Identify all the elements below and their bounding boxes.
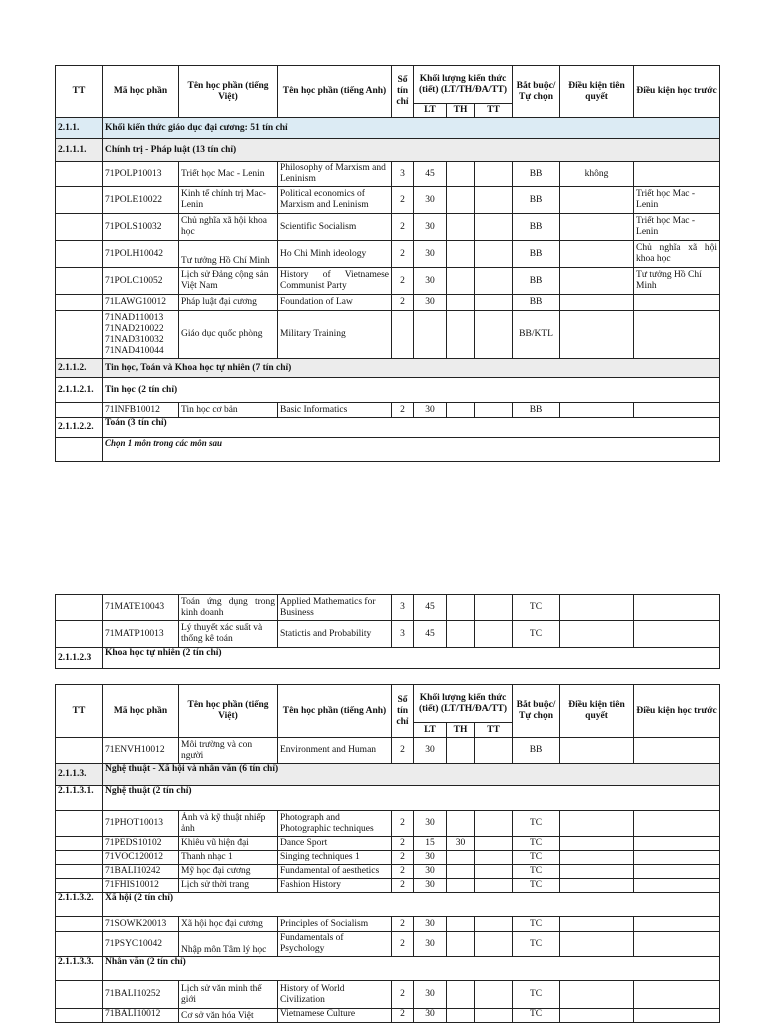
course-required: BB bbox=[513, 403, 560, 418]
course-required: TC bbox=[513, 595, 560, 621]
section-tt: 2.1.1.2.1. bbox=[56, 378, 103, 403]
course-name-en: Political economics of Marxism and Leninism bbox=[278, 187, 392, 214]
course-credits: 2 bbox=[392, 879, 414, 893]
course-code: 71MATP10013 bbox=[103, 621, 179, 648]
course-required: BB bbox=[513, 268, 560, 295]
table-row bbox=[56, 851, 720, 865]
course-code: 71BALI10252 bbox=[103, 981, 179, 1009]
header-credits: Số tín chỉ bbox=[392, 685, 414, 738]
course-name-en: Fashion History bbox=[278, 879, 392, 893]
course-name-vi: Thanh nhạc 1 bbox=[179, 851, 278, 865]
course-name-en: Foundation of Law bbox=[278, 295, 392, 311]
table-row bbox=[56, 917, 720, 932]
header-row bbox=[56, 66, 720, 104]
course-code: 71BALI10242 bbox=[103, 865, 179, 879]
course-required: BB bbox=[513, 241, 560, 268]
course-code: 71POLH10042 bbox=[103, 241, 179, 268]
course-before: Triết học Mac - Lenin bbox=[634, 214, 720, 241]
table-row bbox=[56, 981, 720, 1009]
section-tt: 2.1.1.3. bbox=[56, 764, 103, 786]
course-code: 71FHIS10012 bbox=[103, 879, 179, 893]
table-row bbox=[56, 268, 720, 295]
header-code: Mã học phần bbox=[103, 66, 179, 118]
course-th: 30 bbox=[447, 837, 475, 851]
section-row bbox=[56, 139, 720, 162]
curriculum-table-1 bbox=[55, 65, 720, 462]
course-name-en: Applied Mathematics for Business bbox=[278, 595, 392, 621]
header-name-en: Tên học phần (tiếng Anh) bbox=[278, 685, 392, 738]
course-name-vi: Toán ứng dụng trong kinh doanh bbox=[179, 595, 278, 621]
header-name-vi: Tên học phần (tiếng Việt) bbox=[179, 66, 278, 118]
course-lt: 30 bbox=[414, 932, 447, 957]
section-row bbox=[56, 764, 720, 786]
section-row bbox=[56, 893, 720, 917]
course-name-vi: Triết học Mac - Lenin bbox=[179, 162, 278, 187]
course-before: Chủ nghĩa xã hội khoa học bbox=[634, 241, 720, 268]
course-name-en: History of Vietnamese Communist Party bbox=[278, 268, 392, 295]
header-lt: LT bbox=[414, 104, 447, 118]
course-credits: 2 bbox=[392, 837, 414, 851]
course-name-vi: Chủ nghĩa xã hội khoa học bbox=[179, 214, 278, 241]
table-row bbox=[56, 403, 720, 418]
section-title: Tin học (2 tín chỉ) bbox=[103, 378, 720, 403]
section-row bbox=[56, 378, 720, 403]
course-credits: 2 bbox=[392, 851, 414, 865]
course-lt: 30 bbox=[414, 214, 447, 241]
course-credits: 2 bbox=[392, 917, 414, 932]
curriculum-table-2 bbox=[55, 594, 720, 669]
table-row bbox=[56, 295, 720, 311]
course-credits: 3 bbox=[392, 595, 414, 621]
section-tt: 2.1.1.2. bbox=[56, 359, 103, 378]
course-codes bbox=[103, 311, 179, 359]
section-title: Khối kiến thức giáo dục đại cương: 51 tín chỉ bbox=[103, 118, 720, 139]
header-tt: TT bbox=[56, 685, 103, 738]
course-lt: 30 bbox=[414, 295, 447, 311]
course-code: 71MATE10043 bbox=[103, 595, 179, 621]
course-code: 71NAD210022 bbox=[105, 323, 164, 334]
course-name-vi: Lịch sử Đảng cộng sản Việt Nam bbox=[179, 268, 278, 295]
course-name-vi: Xã hội học đại cương bbox=[179, 917, 278, 932]
course-name-vi: Kinh tế chính trị Mac-Lenin bbox=[179, 187, 278, 214]
course-name-en: Dance Sport bbox=[278, 837, 392, 851]
course-required: TC bbox=[513, 1009, 560, 1023]
course-credits: 2 bbox=[392, 268, 414, 295]
course-code: 71POLC10052 bbox=[103, 268, 179, 295]
course-th bbox=[447, 811, 475, 837]
header-workload: Khối lượng kiến thức (tiết) (LT/TH/ĐA/TT) bbox=[414, 685, 513, 723]
course-required: BB bbox=[513, 162, 560, 187]
course-name-en: Fundamental of aesthetics bbox=[278, 865, 392, 879]
course-credits: 2 bbox=[392, 738, 414, 764]
course-code: 71POLS10032 bbox=[103, 214, 179, 241]
course-lt: 30 bbox=[414, 917, 447, 932]
course-th bbox=[447, 879, 475, 893]
section-tt: 2.1.1.2.2. bbox=[56, 418, 103, 438]
course-name-en: Photograph and Photographic techniques bbox=[278, 811, 392, 837]
header-before: Điều kiện học trước bbox=[634, 685, 720, 738]
course-name-en: Statictis and Probability bbox=[278, 621, 392, 648]
header-lt: LT bbox=[414, 723, 447, 738]
header-prereq: Điều kiện tiên quyết bbox=[560, 685, 634, 738]
course-code: 71SOWK20013 bbox=[103, 917, 179, 932]
header-required: Bắt buộc/ Tự chọn bbox=[513, 685, 560, 738]
course-required: TC bbox=[513, 621, 560, 648]
section-title: Xã hội (2 tín chỉ) bbox=[103, 893, 720, 917]
section-row bbox=[56, 648, 720, 669]
course-lt: 30 bbox=[414, 1009, 447, 1023]
course-lt: 30 bbox=[414, 879, 447, 893]
header-name-vi: Tên học phần (tiếng Việt) bbox=[179, 685, 278, 738]
section-tt: 2.1.1.2.3 bbox=[56, 648, 103, 669]
table-row bbox=[56, 738, 720, 764]
section-title: Nhân văn (2 tín chỉ) bbox=[103, 957, 720, 981]
course-name-vi: Khiêu vũ hiện đại bbox=[179, 837, 278, 851]
header-workload: Khối lượng kiến thức (tiết) (LT/TH/ĐA/TT) bbox=[414, 66, 513, 104]
course-name-en: Singing techniques 1 bbox=[278, 851, 392, 865]
course-name-vi: Pháp luật đại cương bbox=[179, 295, 278, 311]
course-name-vi: Nhập môn Tâm lý học bbox=[179, 932, 278, 957]
section-tt: 2.1.1.3.1. bbox=[56, 786, 103, 811]
course-credits: 2 bbox=[392, 981, 414, 1009]
section-title: Tin học, Toán và Khoa học tự nhiên (7 tín chỉ) bbox=[103, 359, 720, 378]
course-lt: 30 bbox=[414, 981, 447, 1009]
course-before: Triết học Mac - Lenin bbox=[634, 187, 720, 214]
course-name-vi: Lịch sử thời trang bbox=[179, 879, 278, 893]
course-lt: 30 bbox=[414, 187, 447, 214]
course-code: 71POLE10022 bbox=[103, 187, 179, 214]
course-name-vi: Mỹ học đại cương bbox=[179, 865, 278, 879]
course-required: TC bbox=[513, 837, 560, 851]
course-name-vi: Cơ sở văn hóa Việt bbox=[179, 1009, 278, 1023]
section-row bbox=[56, 418, 720, 438]
course-name-vi: Tin học cơ bản bbox=[179, 403, 278, 418]
table-row bbox=[56, 438, 720, 462]
course-required: BB bbox=[513, 187, 560, 214]
course-required: TC bbox=[513, 879, 560, 893]
course-credits: 2 bbox=[392, 403, 414, 418]
course-required: TC bbox=[513, 932, 560, 957]
course-name-en: Basic Informatics bbox=[278, 403, 392, 418]
course-lt: 45 bbox=[414, 621, 447, 648]
course-required: TC bbox=[513, 865, 560, 879]
course-lt: 30 bbox=[414, 738, 447, 764]
table-row bbox=[56, 837, 720, 851]
course-code: 71VOC120012 bbox=[103, 851, 179, 865]
table-row bbox=[56, 621, 720, 648]
course-lt: 30 bbox=[414, 241, 447, 268]
course-before: Tư tưởng Hồ Chí Minh bbox=[634, 268, 720, 295]
course-credits: 2 bbox=[392, 1009, 414, 1023]
header-credits: Số tín chỉ bbox=[392, 66, 414, 118]
header-tt2: TT bbox=[475, 104, 513, 118]
course-name-en: Philosophy of Marxism and Leninism bbox=[278, 162, 392, 187]
table-row bbox=[56, 1009, 720, 1023]
table-row bbox=[56, 865, 720, 879]
course-credits: 2 bbox=[392, 295, 414, 311]
course-code: 71POLP10013 bbox=[103, 162, 179, 187]
course-credits: 2 bbox=[392, 932, 414, 957]
section-tt: 2.1.1. bbox=[56, 118, 103, 139]
curriculum-table-3 bbox=[55, 684, 720, 1023]
table-row bbox=[56, 187, 720, 214]
course-credits: 3 bbox=[392, 162, 414, 187]
course-lt: 30 bbox=[414, 851, 447, 865]
header-code: Mã học phần bbox=[103, 685, 179, 738]
course-credits: 2 bbox=[392, 187, 414, 214]
course-th bbox=[447, 851, 475, 865]
course-name-en: Military Training bbox=[278, 311, 392, 359]
section-title: Khoa học tự nhiên (2 tín chỉ) bbox=[103, 648, 720, 669]
table-row bbox=[56, 214, 720, 241]
course-name-en: Fundamentals of Psychology bbox=[278, 932, 392, 957]
course-required: BB bbox=[513, 738, 560, 764]
course-name-en: Ho Chi Minh ideology bbox=[278, 241, 392, 268]
course-prereq: không bbox=[560, 162, 634, 187]
course-name-vi: Lịch sử văn minh thế giới bbox=[179, 981, 278, 1009]
course-credits: 2 bbox=[392, 865, 414, 879]
course-code: 71PSYC10042 bbox=[103, 932, 179, 957]
course-credits: 3 bbox=[392, 621, 414, 648]
course-code: 71LAWG10012 bbox=[103, 295, 179, 311]
course-code: 71INFB10012 bbox=[103, 403, 179, 418]
course-code: 71ENVH10012 bbox=[103, 738, 179, 764]
course-code: 71NAD310032 bbox=[105, 334, 164, 345]
course-lt: 30 bbox=[414, 865, 447, 879]
table-row bbox=[56, 595, 720, 621]
section-tt: 2.1.1.1. bbox=[56, 139, 103, 162]
table-row bbox=[56, 311, 720, 359]
course-name-en: History of World Civilization bbox=[278, 981, 392, 1009]
table-row bbox=[56, 241, 720, 268]
header-th: TH bbox=[447, 104, 475, 118]
header-tt2: TT bbox=[475, 723, 513, 738]
course-lt: 15 bbox=[414, 837, 447, 851]
header-row bbox=[56, 685, 720, 723]
course-name-en: Scientific Socialism bbox=[278, 214, 392, 241]
course-code: 71PEDS10102 bbox=[103, 837, 179, 851]
course-required: BB/KTL bbox=[513, 311, 560, 359]
course-lt: 45 bbox=[414, 162, 447, 187]
course-required: TC bbox=[513, 917, 560, 932]
section-title: Nghệ thuật (2 tín chỉ) bbox=[103, 786, 720, 811]
header-tt: TT bbox=[56, 66, 103, 118]
table-row bbox=[56, 879, 720, 893]
course-lt: 45 bbox=[414, 595, 447, 621]
course-name-vi: Môi trường và con người bbox=[179, 738, 278, 764]
course-name-en: Environment and Human bbox=[278, 738, 392, 764]
course-code: 71BALI10012 bbox=[103, 1009, 179, 1023]
section-row bbox=[56, 118, 720, 139]
header-before: Điều kiện học trước bbox=[634, 66, 720, 118]
header-name-en: Tên học phần (tiếng Anh) bbox=[278, 66, 392, 118]
course-name-en: Vietnamese Culture bbox=[278, 1009, 392, 1023]
course-required: BB bbox=[513, 295, 560, 311]
section-tt: 2.1.1.3.2. bbox=[56, 893, 103, 917]
course-code: 71NAD110013 bbox=[105, 312, 164, 323]
section-row bbox=[56, 957, 720, 981]
header-prereq: Điều kiện tiên quyết bbox=[560, 66, 634, 118]
course-code: 71PHOT10013 bbox=[103, 811, 179, 837]
course-th bbox=[447, 865, 475, 879]
course-lt: 30 bbox=[414, 268, 447, 295]
course-lt: 30 bbox=[414, 403, 447, 418]
section-row bbox=[56, 786, 720, 811]
header-required: Bắt buộc/ Tự chọn bbox=[513, 66, 560, 118]
course-name-en: Principles of Socialism bbox=[278, 917, 392, 932]
header-th: TH bbox=[447, 723, 475, 738]
course-credits: 2 bbox=[392, 811, 414, 837]
course-lt: 30 bbox=[414, 811, 447, 837]
section-row bbox=[56, 359, 720, 378]
course-code: 71NAD410044 bbox=[105, 345, 164, 356]
table-row bbox=[56, 932, 720, 957]
course-required: TC bbox=[513, 981, 560, 1009]
course-name-vi: Lý thuyết xác suất và thống kê toán bbox=[179, 621, 278, 648]
section-title: Chính trị - Pháp luật (13 tín chỉ) bbox=[103, 139, 720, 162]
section-title: Nghệ thuật - Xã hội và nhân văn (6 tín chỉ) bbox=[103, 764, 720, 786]
course-required: TC bbox=[513, 851, 560, 865]
table-row bbox=[56, 811, 720, 837]
section-title: Toán (3 tín chỉ) bbox=[103, 418, 720, 438]
choose-note: Chọn 1 môn trong các môn sau bbox=[103, 438, 720, 462]
course-credits: 2 bbox=[392, 241, 414, 268]
course-name-vi: Giáo dục quốc phòng bbox=[179, 311, 278, 359]
section-tt: 2.1.1.3.3. bbox=[56, 957, 103, 981]
course-required: BB bbox=[513, 214, 560, 241]
course-before bbox=[634, 162, 720, 187]
course-required: TC bbox=[513, 811, 560, 837]
course-name-vi: Ảnh và kỹ thuật nhiếp ảnh bbox=[179, 811, 278, 837]
course-name-vi: Tư tưởng Hồ Chí Minh bbox=[179, 241, 278, 268]
course-credits: 2 bbox=[392, 214, 414, 241]
table-row bbox=[56, 162, 720, 187]
